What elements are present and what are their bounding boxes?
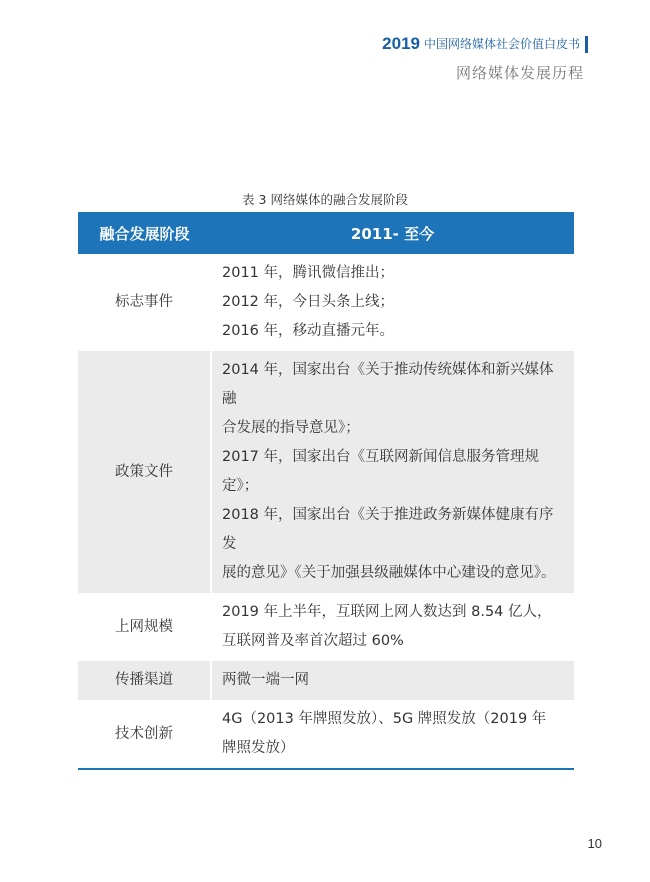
row-content-channels (211, 661, 574, 700)
row-label-policy: 政策文件 (78, 351, 211, 593)
fusion-stage-table (78, 212, 574, 770)
row-label-channels: 传播渠道 (78, 661, 211, 700)
row-content-scale (211, 593, 574, 661)
content-line: 2018 年，国家出台《关于推进政务新媒体健康有序发 (222, 507, 554, 552)
content-line: 展的意见》《关于加强县级融媒体中心建设的意见》。 (222, 565, 556, 581)
row-label-milestones: 标志事件 (78, 254, 211, 351)
running-header (382, 34, 588, 54)
table-row (78, 661, 574, 700)
table-caption: 表 3 网络媒体的融合发展阶段 (242, 192, 408, 207)
content-line: 2016 年，移动直播元年。 (222, 323, 395, 339)
table-row (78, 254, 574, 351)
row-content-innovation (211, 700, 574, 769)
content-line: 2011 年，腾讯微信推出； (222, 265, 395, 281)
header-accent-bar (585, 36, 588, 53)
page-number: 10 (587, 836, 602, 851)
table-header-row (78, 212, 574, 254)
content-line: 2012 年，今日头条上线； (222, 294, 395, 310)
table-row (78, 351, 574, 593)
section-title: 网络媒体发展历程 (455, 64, 584, 82)
header-year: 2019 (382, 34, 420, 53)
header-book-title: 中国网络媒体社会价值白皮书 (423, 37, 580, 51)
content-line: 互联网普及率首次超过 60% (222, 633, 404, 649)
table-row (78, 700, 574, 769)
content-line: 两微一端一网 (222, 672, 309, 688)
column-header-stage: 融合发展阶段 (78, 212, 211, 254)
column-header-period: 2011- 至今 (211, 212, 574, 254)
content-line: 4G（2013 年牌照发放）、5G 牌照发放（2019 年 (222, 711, 547, 727)
row-content-milestones (211, 254, 574, 351)
table-row (78, 593, 574, 661)
content-line: 2014 年，国家出台《关于推动传统媒体和新兴媒体融 (222, 362, 554, 407)
content-line: 2019 年上半年，互联网上网人数达到 8.54 亿人， (222, 604, 552, 620)
content-line: 2017 年，国家出台《互联网新闻信息服务管理规定》； (222, 449, 540, 494)
row-content-policy (211, 351, 574, 593)
row-label-innovation: 技术创新 (78, 700, 211, 769)
row-label-scale: 上网规模 (78, 593, 211, 661)
content-line: 牌照发放） (222, 740, 295, 756)
content-line: 合发展的指导意见》； (222, 420, 360, 436)
